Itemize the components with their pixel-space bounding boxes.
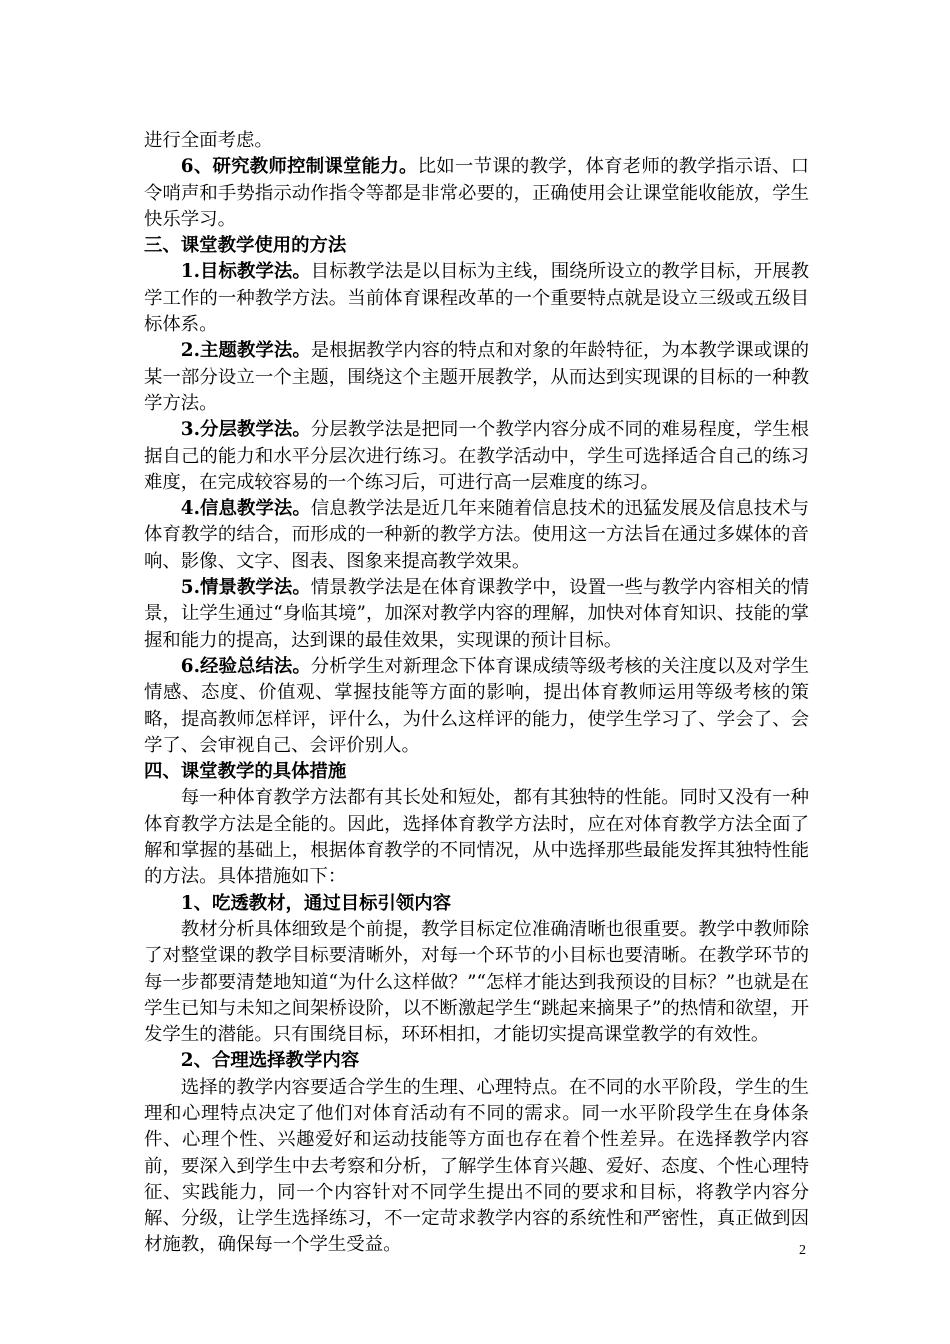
method-information	[144, 496, 809, 575]
paragraph-lead: 6、研究教师控制课堂能力。	[180, 156, 418, 178]
document-body	[144, 128, 809, 1259]
section-heading-methods: 三、课堂教学使用的方法	[144, 235, 347, 257]
method-text: 信息教学法是近几年来随着信息技术的迅猛发展及信息技术与体育教学的结合，而形成的一种新的教学方法。使用这一方法旨在通过多媒体的音响、影像、文字、图表、图象来提高教学效果。	[144, 498, 809, 572]
method-text: 分析学生对新理念下体育课成绩等级考核的关注度以及对学生情感、态度、价值观、掌握技能等方面的影响，提出体育教师运用等级考核的策略，提高教师怎样评，评什么，为什么这样评的能力，使学生学习了、学会了、会学了、会审视自己、会评价别人。	[144, 655, 809, 756]
section-heading-measures: 四、课堂教学的具体措施	[144, 761, 347, 783]
method-lead: 5.情景教学法。	[180, 577, 311, 599]
method-experience	[144, 654, 809, 759]
method-lead: 2.主题教学法。	[180, 340, 311, 362]
paragraph-teacher-control	[144, 154, 809, 233]
method-layered	[144, 417, 809, 496]
page-number: 2	[799, 1243, 806, 1258]
method-scenario	[144, 575, 809, 654]
method-theme	[144, 338, 809, 417]
method-lead: 4.信息教学法。	[180, 498, 311, 520]
method-lead: 6.经验总结法。	[180, 655, 311, 677]
method-text: 分层教学法是把同一个教学内容分成不同的难易程度，学生根据自己的能力和水平分层次进行练习。在教学活动中，学生可选择适合自己的练习难度，在完成较容易的一个练习后，可进行高一层难度的练习。	[144, 419, 809, 493]
method-goal	[144, 259, 809, 338]
method-lead: 1.目标教学法。	[180, 261, 311, 283]
subsection-heading-content: 2、合理选择教学内容	[180, 1050, 360, 1072]
method-text: 目标教学法是以目标为主线，围绕所设立的教学目标，开展教学工作的一种教学方法。当前体育课程改革的一个重要特点就是设立三级或五级目标体系。	[144, 261, 809, 336]
method-lead: 3.分层教学法。	[180, 419, 311, 441]
paragraph-textbook: 教材分析具体细致是个前提，教学目标定位准确清晰也很重要。教学中教师除了对整堂课的教学目标要清晰外，对每一个环节的小目标也要清晰。在教学环节的每一步都要清楚地知道“为什么这样做？”“怎样才能达到我预设的目标？”也就是在学生已知与未知之间架桥设阶，以不断激起学生“跳起来摘果子”的热情和欲望，开发学生的潜能。只有围绕目标，环环相扣，才能切实提高课堂教学的有效性。	[144, 918, 809, 1046]
paragraph-measures-intro: 每一种体育教学方法都有其长处和短处，都有其独特的性能。同时又没有一种体育教学方法是全能的。因此，选择体育教学方法时，应在对体育教学方法全面了解和掌握的基础上，根据体育教学的不同情况，从中选择那些最能发挥其独特性能的方法。具体措施如下：	[144, 787, 809, 888]
subsection-heading-textbook: 1、吃透教材，通过目标引领内容	[180, 892, 452, 914]
method-text: 情景教学法是在体育课教学中，设置一些与教学内容相关的情景，让学生通过“身临其境”，加深对教学内容的理解，加快对体育知识、技能的掌握和能力的提高，达到课的最佳效果，实现课的预计目标。	[144, 577, 809, 651]
paragraph-text: 比如一节课的教学，体育老师的教学指示语、口令哨声和手势指示动作指令等都是非常必要的，正确使用会让课堂能收能放，学生快乐学习。	[144, 156, 809, 230]
paragraph-content: 选择的教学内容要适合学生的生理、心理特点。在不同的水平阶段，学生的生理和心理特点决定了他们对体育活动有不同的需求。同一水平阶段学生在身体条件、心理个性、兴趣爱好和运动技能等方面也存在着个性差异。在选择教学内容前，要深入到学生中去考察和分析，了解学生体育兴趣、爱好、态度、个性心理特征、实践能力，同一个内容针对不同学生提出不同的要求和目标，将教学内容分解、分级，让学生选择练习，不一定苛求教学内容的系统性和严密性，真正做到因材施教，确保每一个学生受益。	[144, 1076, 809, 1256]
paragraph-continuation: 进行全面考虑。	[144, 130, 273, 151]
method-text: 是根据教学内容的特点和对象的年龄特征，为本教学课或课的某一部分设立一个主题，围绕这个主题开展教学，从而达到实现课的目标的一种教学方法。	[144, 340, 809, 414]
